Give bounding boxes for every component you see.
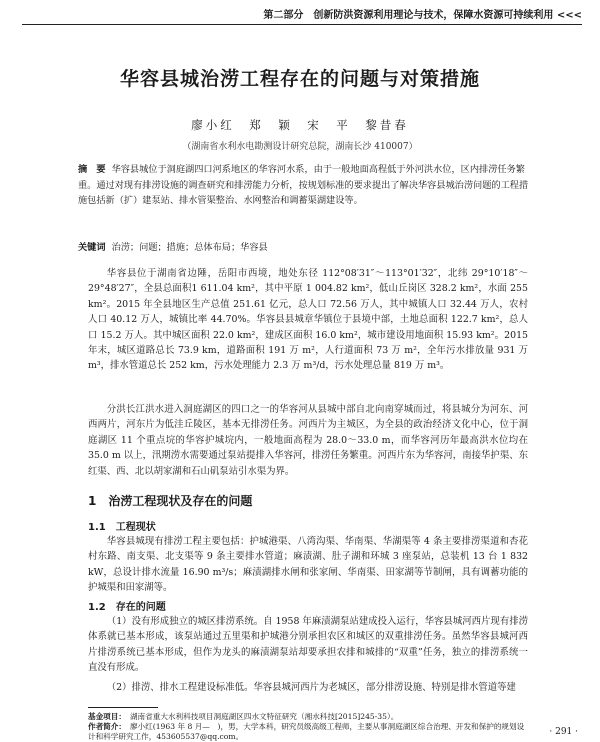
keywords — [78, 239, 532, 253]
intro-paragraph-1: 华容县位于湖南省边陲，岳阳市西境，地处东径 112°08′31″～113°01′32″，北纬 29°10′18″～29°48′27″，全县总面积1 611.04 km²，其中平原 1 004.82 km²，低山丘岗区 328.2 km²，水面 255 km²。2015 年全县地区生产总值 251.61 亿元，总人口 72.56 万人，其中城镇人口 32.44 万人，农村人口 40.12 万人，城镇比率 44.70%。华容县县城章华镇位于县境中部，土地总面积 122.7 km²，总人口 15.2 万人。其中城区面积 22.0 km²，建成区面积 16.0 km²，城市建设用地面积 15.93 km²。2015 年末，城区道路总长 73.9 km，道路面积 191 万 m²，人行道面积 73 万 m²，全年污水排放量 931 万 m³，排水管道总长 252 km，污水处理能力 2.3 万 m³/d，污水处理总量 819 万 m³。 — [88, 268, 528, 372]
affiliation: （湖南省水利水电勘测设计研究总院，湖南长沙 410007） — [182, 142, 418, 152]
author-note — [88, 722, 528, 742]
keywords-text: 治涝；问题；措施；总体布局；华容县 — [111, 242, 268, 253]
author-bio-text: 廖小红(1963 年 8 月— )，男，大学本科，研究员级高级工程师，主要从事洞庭湖区综合治理、开发和保护的规划设计和科学研究工作，453605537@qq.com。 — [88, 722, 525, 741]
section-heading-1-1: 1.1 工程现状 — [88, 522, 156, 533]
footnote-divider — [88, 707, 158, 708]
footnotes — [88, 712, 528, 742]
fund-label: 基金项目： — [88, 712, 126, 721]
abstract — [78, 162, 532, 209]
keywords-label: 关键词 — [78, 242, 106, 253]
paragraph-1-2-2: （2）排涝、排水工程建设标准低。华容县城河西片为老城区，部分排涝设施、特别是排水管道等建 — [106, 682, 516, 693]
section-heading-1-2: 1.2 存在的问题 — [88, 602, 166, 613]
section-heading-1: 1 治涝工程现状及存在的问题 — [88, 494, 253, 508]
header-divider — [22, 24, 582, 25]
abstract-text: 华容县城位于洞庭湖四口河系地区的华容河水系，由于一般地面高程低于外河洪水位，区内排涝任务繁重。通过对现有排涝设施的调查研究和排涝能力分析，按规划标准的要求提出了解决华容县城治涝问题的工程措施包括新（扩）建泵站、排水管渠整治、水网整治和调蓄渠湖建设等。 — [78, 164, 529, 206]
author-bio-label: 作者简介： — [88, 722, 126, 731]
paper-title: 华容县城治涝工程存在的问题与对策措施 — [119, 68, 480, 90]
running-header: 第二部分 创新防洪资源利用理论与技术，保障水资源可持续利用 <<< — [263, 10, 582, 21]
abstract-label: 摘 要 — [78, 164, 106, 175]
paragraph-1-1: 华容县城现有排涝工程主要包括：护城港渠、八湾沟渠、华南渠、华湖渠等 4 条主要排涝渠道和杏花村东路、南支渠、北支渠等 9 条主要排水管道；麻渍湖、肚子湖和环城 3 座泵站，总装机 13 台 1 832 kW，总设计排水流量 16.90 m³/s；麻渍湖排水闸和张家闸、华南渠、田家湖等节制闸，具有调蓄功能的护城渠和田家湖等。 — [88, 536, 528, 594]
intro-paragraph-2: 分洪长江洪水进入洞庭湖区的四口之一的华容河从县城中部自北向南穿城而过，将县城分为河东、河西两片，河东片为低洼丘陵区，基本无排涝任务。河西片为主城区，为全县的政治经济文化中心，位于洞庭湖区 11 个重点垸的华容护城垸内，一般地面高程为 28.0～33.0 m，而华容河历年最高洪水位均在 35.0 m 以上，汛期涝水需要通过泵站提排入华容河，排涝任务繁重。河西片东为华容河，南接华护渠、东红渠、西、北以胡家湖和石山矶泵站引水渠为界。 — [88, 404, 528, 477]
author-list: 廖小红 郑 颖 宋 平 黎昔春 — [191, 118, 409, 132]
fund-text: 湖南省重大水利科技项目洞庭湖区四水文特征研究（湘水科技[2015]245-35）。 — [129, 712, 399, 721]
fund-note — [88, 712, 528, 722]
paragraph-1-2-1: （1）没有形成独立的城区排涝系统。自 1958 年麻渍湖泵站建成投入运行，华容县城河西片现有排涝体系就已基本形成，该泵站通过五里渠和护城港分别承担农区和城区的双重排涝任务。虽然华容县城河西片排涝系统已基本形成，但作为龙头的麻渍湖泵站却要承担农排和城排的“双重”任务，独立的排涝系统一直没有形成。 — [88, 616, 528, 674]
page-number: · 291 · — [549, 727, 578, 737]
